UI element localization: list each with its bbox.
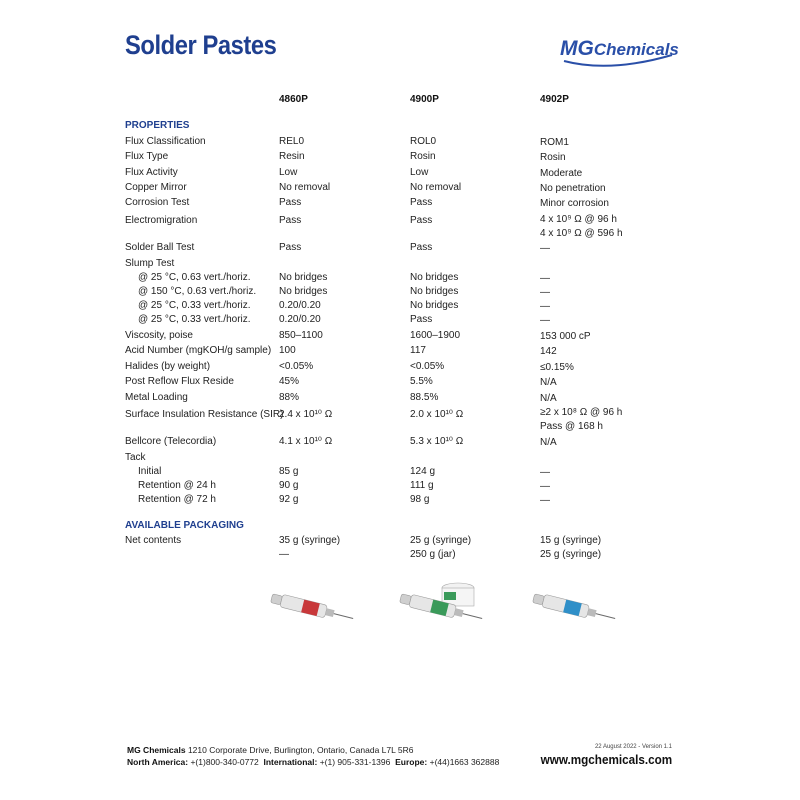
column-header-4860p: 4860P — [279, 94, 308, 105]
cell-4860p: 45% — [279, 376, 300, 387]
cell-4860p: 100 — [279, 345, 296, 356]
cell-4860p: Pass — [279, 197, 302, 208]
cell-4860p: 4.1 x 10¹⁰ Ω — [279, 436, 333, 447]
cell-4902p: — — [540, 467, 550, 478]
cell-4902p: 142 — [540, 346, 557, 357]
cell-4902p: — — [540, 273, 550, 284]
cell-line: 25 g (syringe) — [540, 549, 602, 560]
cell-4902p: Moderate — [540, 168, 583, 179]
column-header-4902p: 4902P — [540, 94, 569, 105]
cell-4860p — [279, 534, 340, 562]
footer-intl-phone: +(1) 905-331-1396 — [319, 757, 391, 767]
cell-4900p: 117 — [410, 345, 426, 356]
cell-4902p: — — [540, 243, 550, 254]
row-label: Electromigration — [125, 215, 198, 226]
row-label: Flux Type — [125, 151, 169, 162]
cell-4860p: 0.20/0.20 — [279, 300, 321, 311]
footer-address: 1210 Corporate Drive, Burlington, Ontario, Canada L7L 5R6 — [187, 745, 414, 755]
version-date: 22 August 2022 - Version 1.1 — [594, 744, 672, 750]
row-label: @ 150 °C, 0.63 vert./horiz. — [138, 286, 257, 297]
section-available-packaging: AVAILABLE PACKAGING — [125, 520, 244, 531]
cell-4902p: — — [540, 495, 550, 506]
cell-line: 25 g (syringe) — [410, 535, 472, 546]
cell-line: 15 g (syringe) — [540, 535, 602, 546]
row-label: Flux Classification — [125, 136, 206, 147]
row-label: Retention @ 24 h — [138, 480, 216, 491]
row-label: @ 25 °C, 0.63 vert./horiz. — [138, 272, 251, 283]
logo-chemicals-text: Chemicals — [593, 40, 679, 59]
cell-4902p — [540, 406, 622, 434]
logo-mg-text: MG — [560, 37, 594, 60]
cell-4902p: — — [540, 481, 550, 492]
cell-4900p: <0.05% — [410, 361, 445, 372]
cell-4900p — [410, 534, 471, 562]
cell-4860p: 90 g — [279, 480, 299, 491]
cell-line: Pass @ 168 h — [540, 421, 603, 432]
footer-na-phone: +(1)800-340-0772 — [190, 757, 259, 767]
syringe-4860p-image — [268, 590, 358, 630]
cell-4860p: 85 g — [279, 466, 299, 477]
row-label: Acid Number (mgKOH/g sample) — [125, 345, 272, 356]
row-label: Viscosity, poise — [125, 330, 193, 341]
cell-4900p: Pass — [410, 215, 433, 226]
syringe-and-jar-4900p-image — [397, 578, 492, 633]
cell-4900p: ROL0 — [410, 136, 437, 147]
cell-4860p: No removal — [279, 182, 331, 193]
cell-4860p: Low — [279, 167, 298, 178]
cell-4900p: 111 g — [410, 480, 434, 491]
row-label: @ 25 °C, 0.33 vert./horiz. — [138, 314, 251, 325]
cell-4902p — [540, 213, 623, 241]
row-label: Post Reflow Flux Reside — [125, 376, 234, 387]
cell-4860p: No bridges — [279, 272, 328, 283]
cell-4900p: 88.5% — [410, 392, 439, 403]
cell-4900p: No removal — [410, 182, 462, 193]
row-label: @ 25 °C, 0.33 vert./horiz. — [138, 300, 251, 311]
cell-4900p: Low — [410, 167, 429, 178]
row-label: Bellcore (Telecordia) — [125, 436, 217, 447]
cell-line: 35 g (syringe) — [279, 535, 341, 546]
cell-line: 250 g (jar) — [410, 549, 456, 560]
cell-4860p: Resin — [279, 151, 305, 162]
cell-4902p: — — [540, 287, 550, 298]
footer-address-line — [127, 744, 499, 756]
cell-line: — — [279, 549, 289, 560]
row-label: Solder Ball Test — [125, 242, 195, 253]
cell-4902p — [540, 534, 601, 562]
cell-4860p: 92 g — [279, 494, 299, 505]
footer-contact — [127, 744, 499, 768]
row-label: Corrosion Test — [125, 197, 190, 208]
footer-eu-phone: +(44)1663 362888 — [429, 757, 500, 767]
cell-4902p: — — [540, 301, 550, 312]
row-label: Slump Test — [125, 258, 175, 269]
cell-4860p: <0.05% — [279, 361, 314, 372]
cell-4860p: No bridges — [279, 286, 328, 297]
page-title: Solder Pastes — [125, 30, 277, 60]
cell-line: ≥2 x 10⁸ Ω @ 96 h — [540, 407, 623, 418]
column-header-4900p: 4900P — [410, 94, 439, 105]
cell-4902p: N/A — [540, 377, 557, 388]
row-label: Halides (by weight) — [125, 361, 211, 372]
row-label: Metal Loading — [125, 392, 188, 403]
cell-4900p: Rosin — [410, 151, 436, 162]
row-label: Net contents — [125, 535, 182, 546]
mg-chemicals-logo — [560, 33, 679, 68]
website-link[interactable]: www.mgchemicals.com — [540, 752, 672, 767]
cell-4900p: No bridges — [410, 300, 459, 311]
cell-4902p: Rosin — [540, 152, 566, 163]
section-properties: PROPERTIES — [125, 120, 190, 131]
footer-company: MG Chemicals — [127, 745, 186, 755]
cell-line: 4 x 10⁹ Ω @ 596 h — [540, 228, 623, 239]
cell-4902p: N/A — [540, 437, 557, 448]
cell-4902p: Minor corrosion — [540, 198, 609, 209]
footer-phone-line — [127, 756, 499, 768]
cell-4900p: 98 g — [410, 494, 430, 505]
cell-4860p: 2.4 x 10¹⁰ Ω — [279, 409, 333, 420]
cell-4902p: No penetration — [540, 183, 606, 194]
cell-4860p: Pass — [279, 215, 302, 226]
cell-4860p: 88% — [279, 392, 300, 403]
cell-4900p: No bridges — [410, 286, 459, 297]
footer-intl-label: International: — [263, 757, 318, 767]
cell-line: 4 x 10⁹ Ω @ 96 h — [540, 214, 617, 225]
cell-4900p: 5.5% — [410, 376, 433, 387]
row-label: Surface Insulation Resistance (SIR) — [125, 409, 284, 420]
cell-4900p: Pass — [410, 242, 433, 253]
syringe-4902p-image — [530, 590, 620, 630]
footer-eu-label: Europe: — [395, 757, 428, 767]
row-label: Copper Mirror — [125, 182, 187, 193]
cell-4902p: 153 000 cP — [540, 331, 591, 342]
cell-4860p: Pass — [279, 242, 302, 253]
cell-4900p: No bridges — [410, 272, 459, 283]
cell-4900p: 2.0 x 10¹⁰ Ω — [410, 409, 464, 420]
row-label: Initial — [138, 466, 162, 477]
cell-4860p: 0.20/0.20 — [279, 314, 321, 325]
cell-4902p: ROM1 — [540, 137, 569, 148]
cell-4900p: 5.3 x 10¹⁰ Ω — [410, 436, 464, 447]
row-label: Tack — [125, 452, 146, 463]
row-label: Flux Activity — [125, 167, 178, 178]
footer-na-label: North America: — [127, 757, 189, 767]
cell-4902p: ≤0.15% — [540, 362, 574, 373]
cell-4900p: Pass — [410, 314, 433, 325]
cell-4902p: — — [540, 315, 550, 326]
row-label: Retention @ 72 h — [138, 494, 216, 505]
cell-4902p: N/A — [540, 393, 557, 404]
cell-4900p: Pass — [410, 197, 433, 208]
cell-4900p: 124 g — [410, 466, 436, 477]
cell-4860p: REL0 — [279, 136, 305, 147]
cell-4860p: 850–1100 — [279, 330, 323, 341]
cell-4900p: 1600–1900 — [410, 330, 461, 341]
